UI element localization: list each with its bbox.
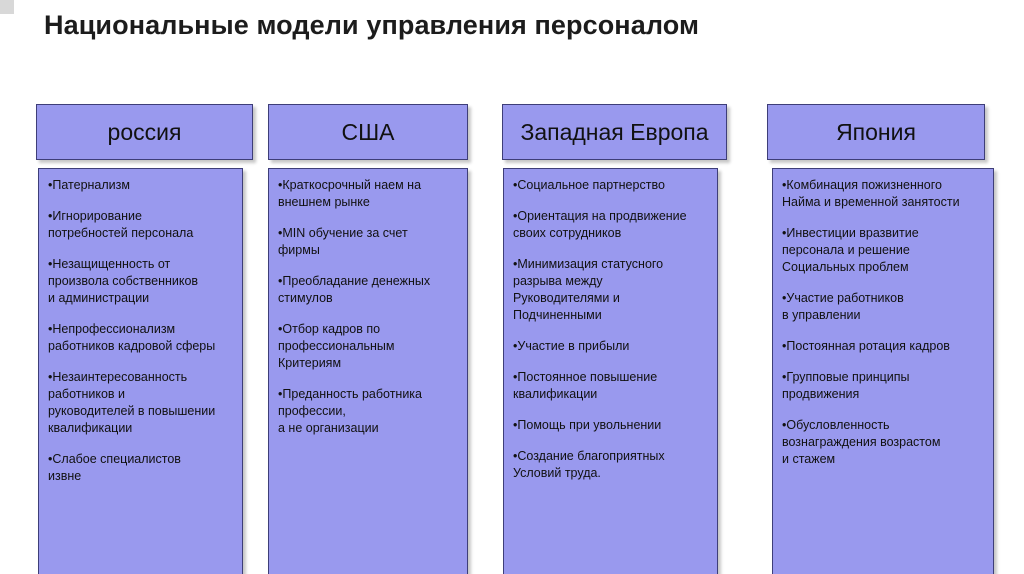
- column-content-western-europe: [503, 168, 718, 574]
- column-header-usa: США: [268, 104, 468, 160]
- list-item: •Инвестиции вразвитие персонала и решение Социальных проблем: [782, 226, 919, 274]
- column-content-japan: [772, 168, 994, 574]
- column-header-western-europe: Западная Европа: [502, 104, 727, 160]
- list-item: •Слабое специалистов извне: [48, 452, 181, 483]
- list-item: •Помощь при увольнении: [513, 418, 662, 432]
- list-item: •Постоянное повышение квалификации: [513, 370, 658, 401]
- column-header-japan: Япония: [767, 104, 985, 160]
- corner-mark: [0, 0, 14, 14]
- column-header-russia: россия: [36, 104, 253, 160]
- list-item: •Краткосрочный наем на внешнем рынке: [278, 178, 422, 209]
- column-content-usa: [268, 168, 468, 574]
- list-item: •Ориентация на продвижение своих сотрудников: [513, 209, 687, 240]
- list-item: •Комбинация пожизненного Найма и временной занятости: [782, 178, 960, 209]
- list-item: •Игнорирование потребностей персонала: [48, 209, 194, 240]
- column-content-russia: [38, 168, 243, 574]
- list-item: •Преданность работника профессии, а не организации: [278, 387, 423, 435]
- list-item: •Участие работников в управлении: [782, 291, 904, 322]
- list-item: •Участие в прибыли: [513, 339, 630, 353]
- list-item: •Незащищенность от произвола собственников и администрации: [48, 257, 199, 305]
- list-item: •Социальное партнерство: [513, 178, 665, 192]
- list-item: •Отбор кадров по профессиональным Критериям: [278, 322, 395, 370]
- list-item: •Постоянная ротация кадров: [782, 339, 950, 353]
- list-item: •Обусловленность вознаграждения возрастом и стажем: [782, 418, 941, 466]
- list-item: •Патернализм: [48, 178, 130, 192]
- list-item: •Преобладание денежных стимулов: [278, 274, 431, 305]
- list-item: •MIN обучение за счет фирмы: [278, 226, 408, 257]
- list-item: •Минимизация статусного разрыва между Руководителями и Подчиненными: [513, 257, 664, 322]
- list-item: •Незаинтересованность работников и руководителей в повышении квалификации: [48, 370, 216, 435]
- list-item: •Групповые принципы продвижения: [782, 370, 910, 401]
- page-title: Национальные модели управления персоналом: [44, 10, 700, 40]
- list-item: •Непрофессионализм работников кадровой сферы: [48, 322, 216, 353]
- list-item: •Создание благоприятных Условий труда.: [513, 449, 665, 480]
